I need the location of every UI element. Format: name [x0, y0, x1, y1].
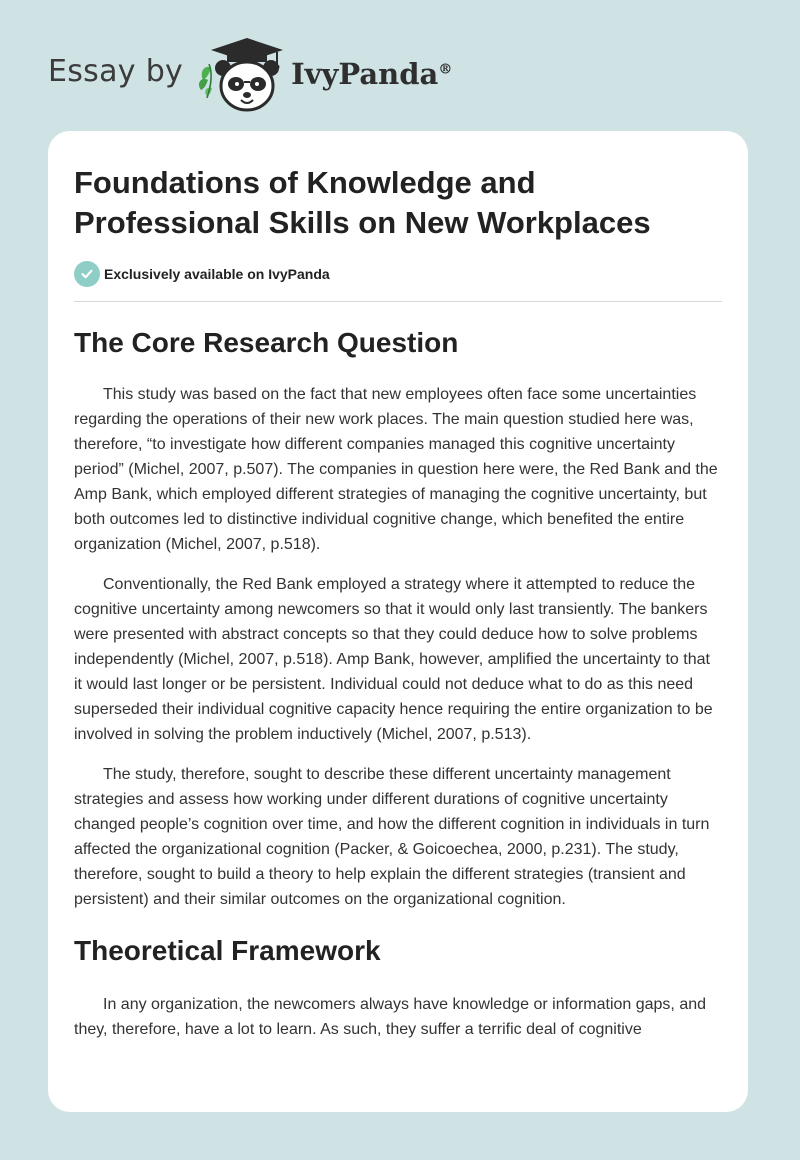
- article-title: [74, 163, 722, 243]
- divider: [74, 301, 722, 302]
- section-heading: Theoretical Framework: [74, 935, 381, 966]
- site-header: [48, 34, 452, 114]
- exclusive-badge: [74, 261, 722, 287]
- section-heading: The Core Research Question: [74, 327, 459, 358]
- paragraph: Conventionally, the Red Bank employed a strategy where it attempted to reduce the cognitive uncertainty among newcomers so that it would only last transiently. The bankers were presented with abstract concepts so that they could deduce how to solve problems independently (Michel, 2007, p.518). Amp Bank, however, amplified the uncertainty to that it would last longer or be persistent. Individual could not deduce what to do as this need superseded their individual cognitive capacity hence requiring the entire organization to be involved in solving the problem inductively (Michel, 2007, p.513).: [74, 576, 713, 743]
- registered-mark: ®: [438, 61, 453, 78]
- paragraph: The study, therefore, sought to describe these different uncertainty management strategies and assess how working under different durations of cognitive uncertainty changed people’s cognition over time, and how the different cognition in individuals in turn affected the organizational cognition (Packer, & Goicoechea, 2000, p.231). The study, therefore, sought to build a theory to help explain the different strategies (transient and persistent) and their similar outcomes on the organizational cognition.: [74, 766, 710, 908]
- brand-text: IvyPanda: [291, 57, 439, 91]
- panda-graduate-icon[interactable]: [197, 34, 289, 114]
- title-line-1: Foundations of Knowledge and: [74, 165, 536, 200]
- paragraph: This study was based on the fact that new employees often face some uncertainties regarding the operations of their new work places. The main question studied here was, therefore, “to investigate how different companies managed this cognitive uncertainty period” (Michel, 2007, p.507). The companies in question here were, the Red Bank and the Amp Bank, which employed different strategies of managing the cognitive uncertainty, but both outcomes led to distinctive individual cognitive change, which benefited the entire organization (Michel, 2007, p.518).: [74, 386, 718, 553]
- paragraph: In any organization, the newcomers always have knowledge or information gaps, and they, therefore, have a lot to learn. As such, they suffer a terrific deal of cognitive: [74, 996, 707, 1038]
- essay-by-label: Essay by: [48, 53, 184, 89]
- brand-name[interactable]: [291, 57, 452, 91]
- article-card: [48, 131, 748, 1112]
- check-circle-icon: [74, 261, 100, 287]
- title-line-2: Professional Skills on New Workplaces: [74, 205, 651, 240]
- exclusive-badge-text: Exclusively available on IvyPanda: [104, 266, 330, 282]
